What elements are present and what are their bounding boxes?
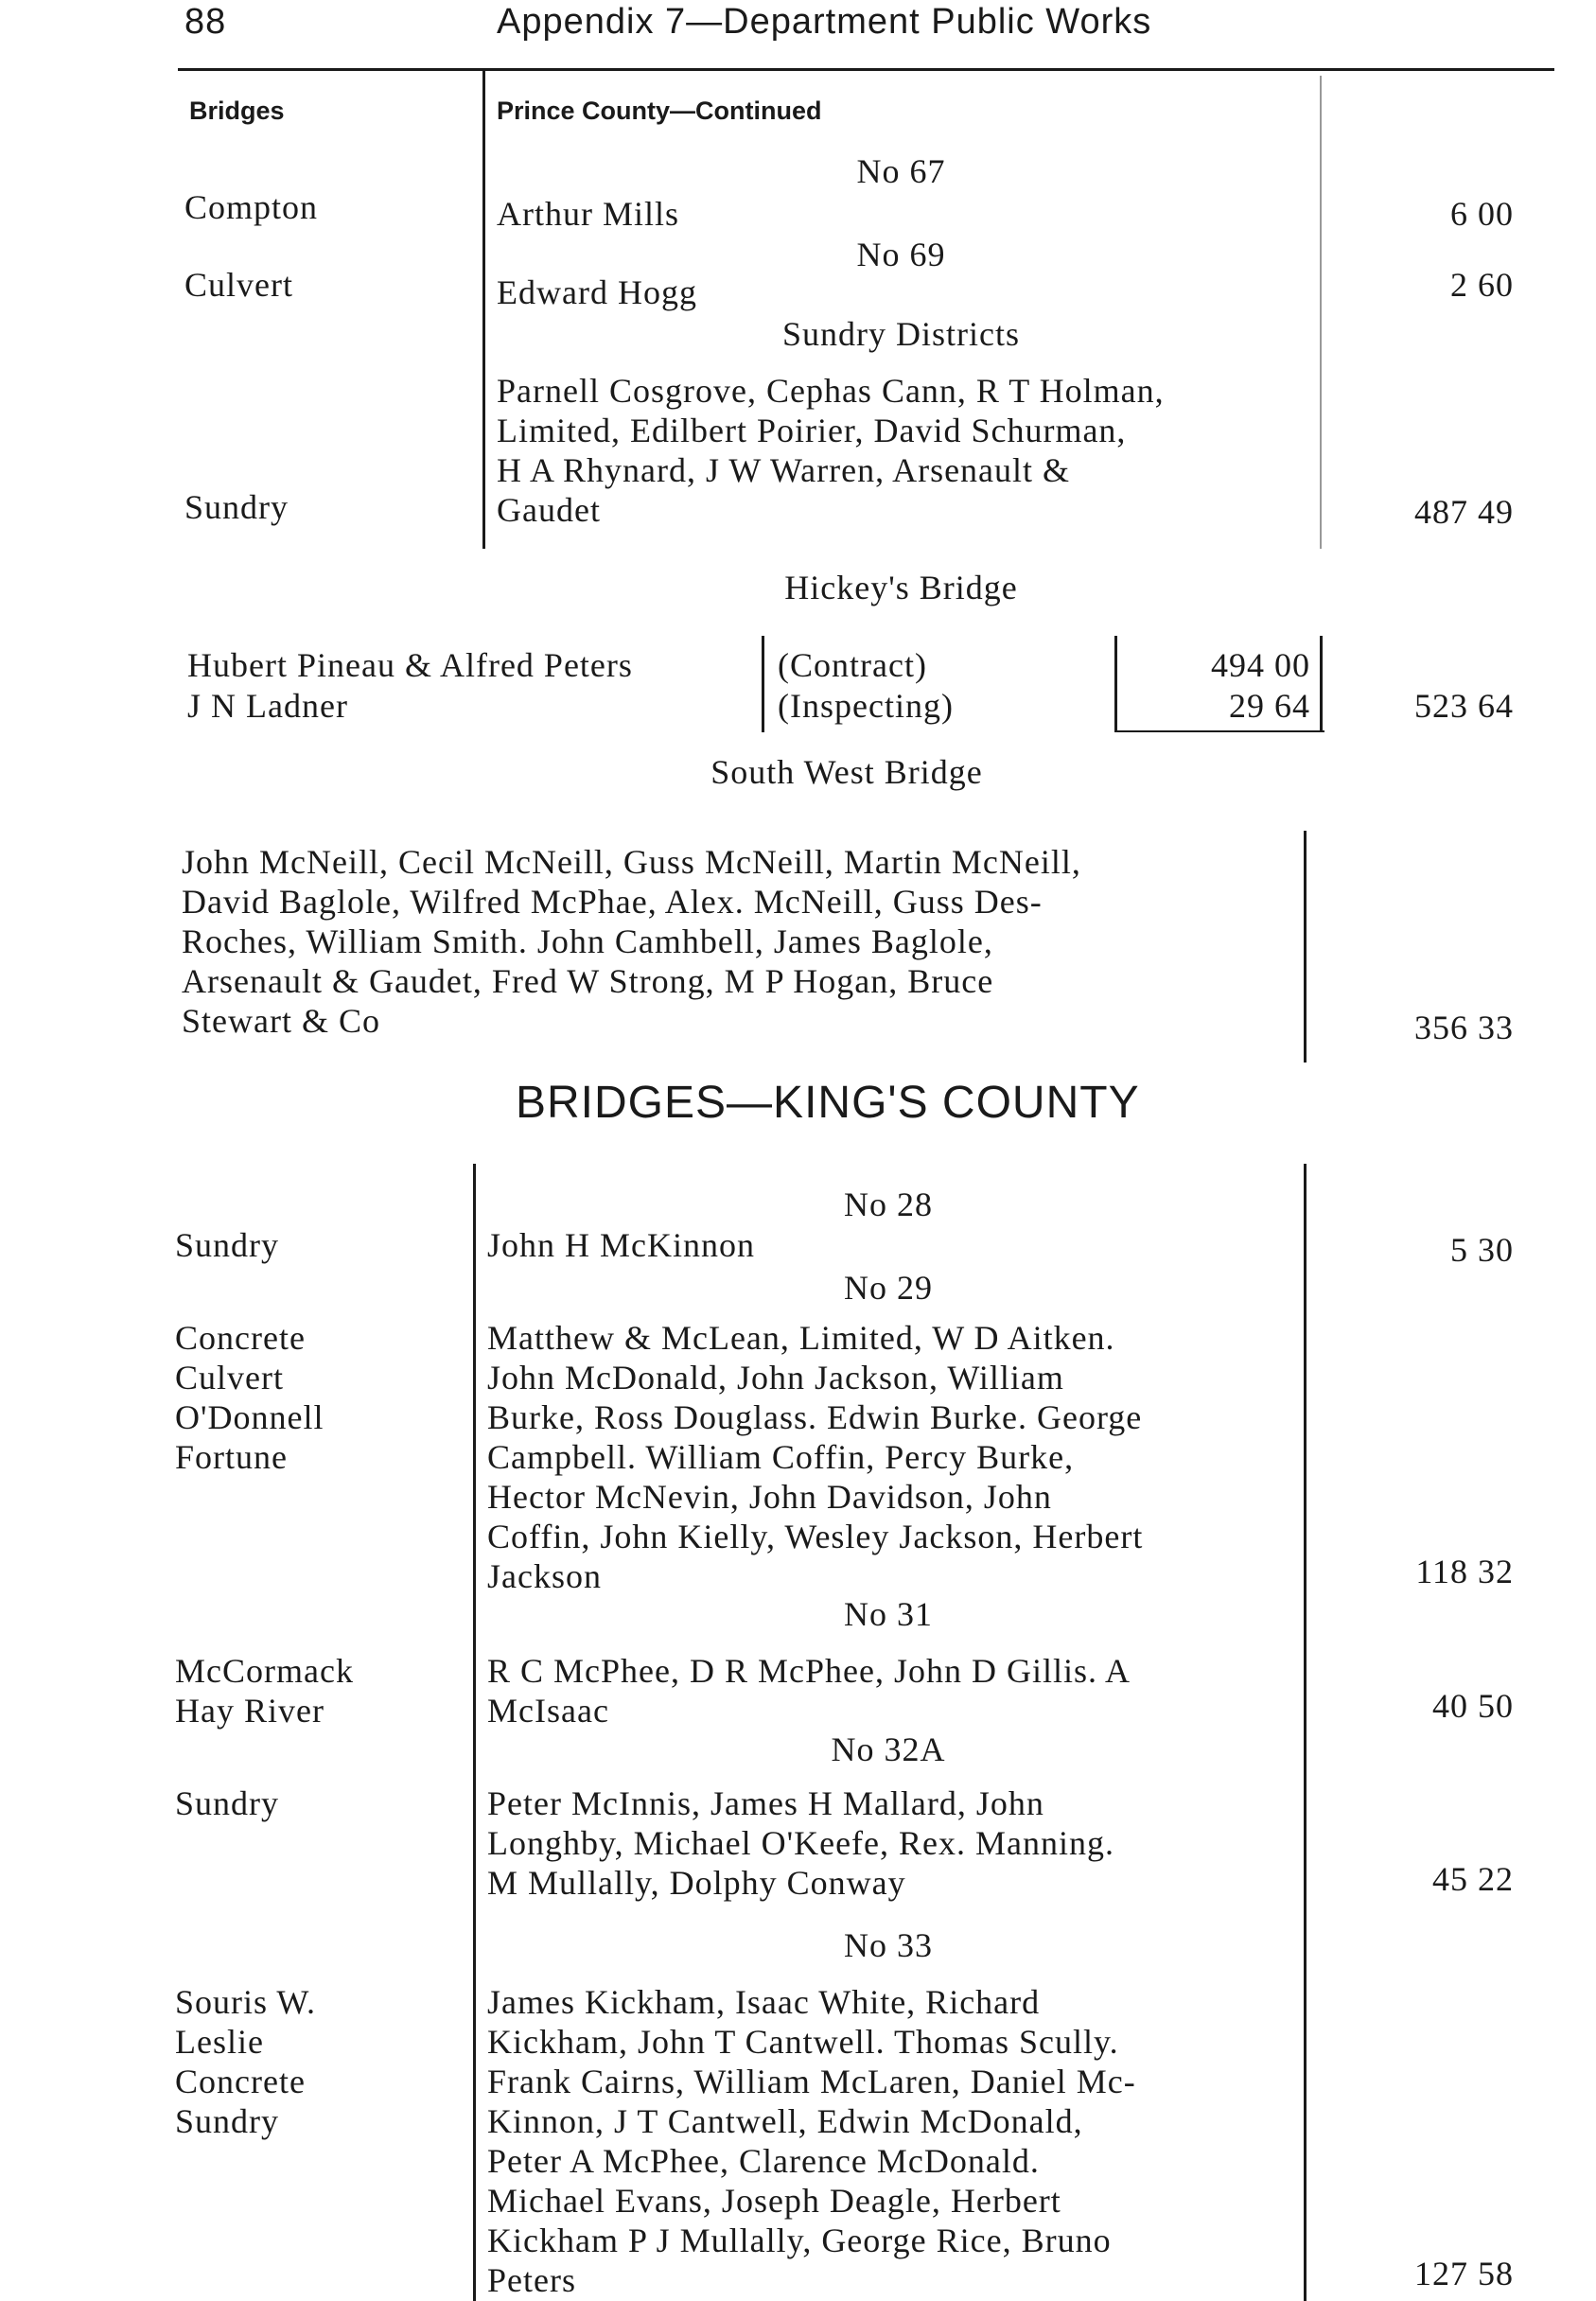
text-line: Roches, William Smith. John Camhbell, James Baglole, [182,922,993,960]
hickeys-sub-2: 29 64 [1229,687,1310,725]
text-line: Matthew & McLean, Limited, W D Aitken. [487,1319,1115,1357]
hickeys-desc-2: (Inspecting) [778,687,954,725]
text-line: Michael Evans, Joseph Deagle, Herbert [487,2182,1061,2220]
text-line: Gaudet [497,491,601,529]
text-line: Longhby, Michael O'Keefe, Rex. Manning. [487,1824,1114,1862]
south-west-payees [182,842,1270,1041]
text-line: John McDonald, John Jackson, William [487,1359,1064,1396]
text-line: Jackson [487,1557,602,1595]
text-line: Burke, Ross Douglass. Edwin Burke. George [487,1398,1143,1436]
no32a-amount: 45 22 [1432,1860,1514,1898]
no32a-heading: No 32A [831,1730,946,1768]
no31-payees [487,1651,1291,1730]
no31-heading: No 31 [844,1595,933,1633]
no28-bridge: Sundry [175,1226,280,1264]
text-line: Arsenault & Gaudet, Fred W Strong, M P Hogan, Bruce [182,962,994,1000]
text-line: John McNeill, Cecil McNeill, Guss McNeill, Martin McNeill, [182,843,1081,881]
no33-amount: 127 58 [1414,2255,1514,2292]
column-rule-left [482,71,485,549]
no29-bridges [175,1318,459,1477]
south-west-amount: 356 33 [1414,1009,1514,1046]
text-line: Limited, Edilbert Poirier, David Schurman, [497,412,1127,449]
kings-column-rule-right [1304,1164,1307,2301]
south-west-rule [1304,831,1307,1063]
text-line: Kickham P J Mullally, George Rice, Bruno [487,2222,1112,2259]
text-line: O'Donnell [175,1398,324,1436]
south-west-heading: South West Bridge [710,753,983,791]
text-line: Concrete [175,2063,306,2100]
text-line: Hector McNevin, John Davidson, John [487,1478,1052,1516]
text-line: Stewart & Co [182,1002,380,1040]
no28-heading: No 28 [844,1186,933,1223]
hickeys-heading: Hickey's Bridge [784,569,1018,606]
no31-bridges [175,1651,459,1730]
text-line: McCormack [175,1652,354,1690]
hickeys-payee-1: Hubert Pineau & Alfred Peters [187,646,633,684]
hickeys-sub-1: 494 00 [1211,646,1310,684]
sundry-districts-payees [497,371,1301,530]
text-line: Peter McInnis, James H Mallard, John [487,1784,1044,1822]
text-line: Concrete [175,1319,306,1357]
text-line: McIsaac [487,1692,609,1730]
hickeys-amount: 523 64 [1414,687,1514,725]
column-rule-right [1320,76,1322,549]
text-line: R C McPhee, D R McPhee, John D Gillis. A [487,1652,1131,1690]
text-line: Leslie [175,2023,264,2061]
text-line: Kinnon, J T Cantwell, Edwin McDonald, [487,2102,1083,2140]
no28-payee: John H McKinnon [487,1226,755,1264]
no33-bridges [175,1982,459,2141]
hickeys-payee-2: J N Ladner [187,687,348,725]
column-header-bridges: Bridges [189,97,285,125]
no69-payee: Edward Hogg [497,273,697,311]
text-line: Sundry [175,2102,280,2140]
no67-amount: 6 00 [1450,195,1514,233]
sundry-districts-heading: Sundry Districts [781,315,1020,353]
text-line: James Kickham, Isaac White, Richard [487,1983,1041,2021]
text-line: Parnell Cosgrove, Cephas Cann, R T Holman, [497,372,1165,410]
hickeys-sum-rule [1116,730,1324,732]
header-rule [178,68,1554,71]
no28-amount: 5 30 [1450,1231,1514,1269]
no67-heading: No 67 [856,152,946,190]
no69-bridge: Culvert [184,266,293,304]
column-header-section: Prince County—Continued [497,97,822,125]
text-line: Frank Cairns, William McLaren, Daniel Mc- [487,2063,1136,2100]
page-number: 88 [184,2,227,42]
no67-payee: Arthur Mills [497,195,680,233]
no69-heading: No 69 [856,236,946,273]
no33-heading: No 33 [844,1926,933,1964]
text-line: M Mullally, Dolphy Conway [487,1864,906,1902]
text-line: Souris W. [175,1983,317,2021]
hickeys-rule-1 [762,636,764,732]
sundry-districts-bridge: Sundry [184,488,289,526]
no29-heading: No 29 [844,1269,933,1307]
text-line: Peter A McPhee, Clarence McDonald. [487,2142,1040,2180]
hickeys-rule-3 [1320,636,1323,732]
no29-amount: 118 32 [1415,1553,1514,1590]
no67-bridge: Compton [184,188,319,226]
text-line: H A Rhynard, J W Warren, Arsenault & [497,451,1071,489]
no32a-payees [487,1783,1291,1903]
text-line: David Baglole, Wilfred McPhae, Alex. McNeill, Guss Des- [182,883,1043,921]
text-line: Culvert [175,1359,284,1396]
no29-payees [487,1318,1291,1596]
hickeys-desc-1: (Contract) [778,646,927,684]
text-line: Peters [487,2261,576,2299]
hickeys-rule-2 [1114,636,1117,732]
text-line: Kickham, John T Cantwell. Thomas Scully. [487,2023,1119,2061]
sundry-districts-amount: 487 49 [1414,493,1514,531]
kings-county-title: BRIDGES—KING'S COUNTY [516,1078,1140,1128]
no69-amount: 2 60 [1450,266,1514,304]
no33-payees [487,1982,1291,2300]
text-line: Coffin, John Kielly, Wesley Jackson, Herbert [487,1518,1144,1555]
text-line: Hay River [175,1692,324,1730]
no32a-bridge: Sundry [175,1784,280,1822]
running-title: Appendix 7—Department Public Works [497,2,1152,42]
text-line: Fortune [175,1438,288,1476]
text-line: Campbell. William Coffin, Percy Burke, [487,1438,1075,1476]
no31-amount: 40 50 [1432,1687,1514,1725]
